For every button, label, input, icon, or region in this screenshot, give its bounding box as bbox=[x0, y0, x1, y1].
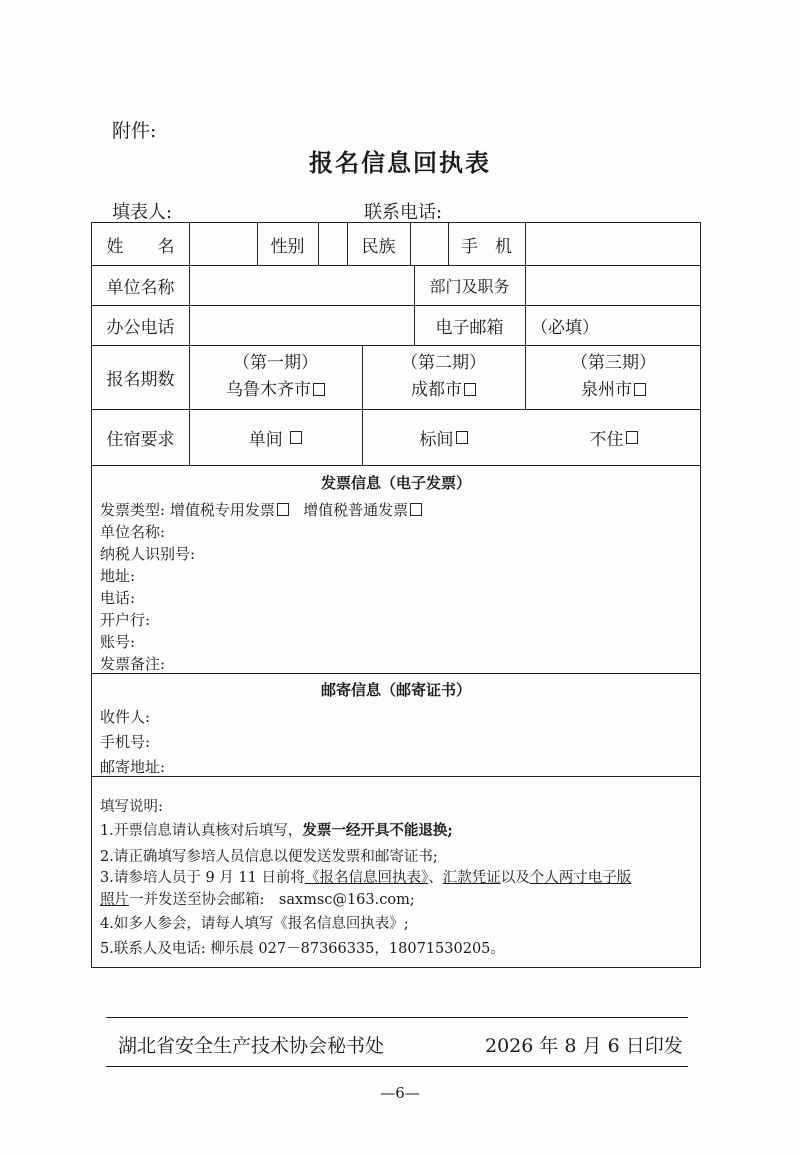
note-3-part-c: 、 bbox=[428, 870, 443, 886]
note-1 bbox=[100, 819, 453, 840]
invoice-type-normal: 增值税普通发票 bbox=[303, 501, 409, 519]
session-label: 报名期数 bbox=[106, 369, 175, 390]
session-option-1[interactable] bbox=[189, 345, 362, 409]
contact-phone-label: 联系电话: bbox=[364, 202, 443, 223]
mail-recipient-label[interactable]: 收件人: bbox=[100, 708, 151, 726]
email-label: 电子邮箱 bbox=[435, 317, 504, 338]
issue-date: 2026 年 8 月 6 日印发 bbox=[485, 1035, 683, 1057]
lodging-double-option[interactable] bbox=[362, 409, 525, 465]
note-3 bbox=[100, 866, 631, 887]
lodging-label: 住宿要求 bbox=[106, 429, 175, 450]
invoice-normal-checkbox[interactable] bbox=[410, 503, 422, 516]
lodging-single-option[interactable] bbox=[189, 409, 362, 465]
document-title: 报名信息回执表 bbox=[309, 149, 491, 177]
invoice-phone-label[interactable]: 电话: bbox=[100, 589, 136, 607]
note-3-form-name: 《报名信息回执表》 bbox=[304, 870, 429, 886]
lodging-single-label: 单间 bbox=[248, 429, 283, 450]
invoice-section-title: 发票信息（电子发票） bbox=[320, 474, 471, 492]
note-3-part-e: 以及 bbox=[500, 870, 530, 886]
session-1-city: 乌鲁木齐市 bbox=[226, 380, 311, 400]
session-option-2[interactable] bbox=[362, 345, 525, 409]
session-3-checkbox[interactable] bbox=[634, 383, 646, 396]
invoice-account-label[interactable]: 账号: bbox=[100, 633, 136, 651]
session-3-city: 泉州市 bbox=[581, 380, 632, 400]
note-3-photo: 个人两寸电子版 bbox=[529, 870, 632, 886]
invoice-type-row bbox=[100, 499, 422, 520]
session-2-checkbox[interactable] bbox=[464, 383, 476, 396]
note-3-cont bbox=[100, 888, 415, 909]
note-1-text: 1.开票信息请认真核对后填写， bbox=[100, 823, 303, 839]
page-number: —6— bbox=[380, 1084, 420, 1102]
invoice-unit-name-label[interactable]: 单位名称: bbox=[100, 523, 166, 541]
dept-title-label: 部门及职务 bbox=[429, 276, 510, 296]
attachment-label: 附件: bbox=[112, 120, 157, 142]
lodging-none-option[interactable] bbox=[525, 409, 702, 465]
session-3-phase: （第三期） bbox=[571, 353, 656, 373]
lodging-none-label: 不住 bbox=[589, 429, 624, 450]
gender-label: 性别 bbox=[270, 236, 305, 257]
office-phone-label: 办公电话 bbox=[106, 317, 175, 338]
lodging-double-checkbox[interactable] bbox=[456, 431, 468, 444]
invoice-remark-label[interactable]: 发票备注: bbox=[100, 655, 166, 673]
session-1-phase: （第一期） bbox=[233, 353, 318, 373]
invoice-type-special: 增值税专用发票 bbox=[169, 501, 275, 519]
notes-title: 填写说明: bbox=[100, 799, 163, 815]
note-3-part-a: 3.请参培人员于 9 月 11 日前将 bbox=[100, 870, 305, 886]
session-2-phase: （第二期） bbox=[401, 353, 486, 373]
email-field[interactable] bbox=[525, 305, 702, 345]
note-1-emphasis: 发票一经开具不能退换; bbox=[302, 822, 453, 839]
note-5: 5.联系人及电话: 柳乐晨 027－87366335，18071530205。 bbox=[100, 941, 505, 957]
mobile-label: 手 机 bbox=[461, 236, 512, 257]
name-label: 姓 名 bbox=[106, 236, 175, 257]
invoice-special-checkbox[interactable] bbox=[277, 503, 289, 516]
unit-name-field[interactable] bbox=[189, 265, 414, 305]
invoice-bank-label[interactable]: 开户行: bbox=[100, 611, 151, 629]
footer-top-rule bbox=[106, 1017, 688, 1018]
footer-bottom-rule bbox=[106, 1066, 688, 1067]
mail-mobile-label[interactable]: 手机号: bbox=[100, 733, 151, 751]
note-3-email: 一并发送至协会邮箱: saxmsc@163.com; bbox=[129, 892, 415, 908]
mobile-field[interactable] bbox=[525, 223, 702, 265]
lodging-double-label: 标间 bbox=[419, 429, 454, 450]
lodging-none-checkbox[interactable] bbox=[626, 431, 638, 444]
lodging-single-checkbox[interactable] bbox=[290, 431, 302, 444]
invoice-address-label[interactable]: 地址: bbox=[100, 567, 136, 585]
invoice-type-label: 发票类型: bbox=[100, 501, 166, 519]
filler-label: 填表人: bbox=[112, 202, 173, 223]
name-field[interactable] bbox=[189, 223, 257, 265]
session-2-city: 成都市 bbox=[411, 380, 462, 400]
mail-address-label[interactable]: 邮寄地址: bbox=[100, 758, 166, 776]
unit-name-label: 单位名称 bbox=[106, 277, 175, 298]
mail-section-title: 邮寄信息（邮寄证书） bbox=[320, 681, 471, 699]
note-3-photo-cont: 照片 bbox=[100, 892, 129, 908]
session-1-checkbox[interactable] bbox=[313, 383, 325, 396]
ethnicity-field[interactable] bbox=[410, 223, 448, 265]
issuer: 湖北省安全生产技术协会秘书处 bbox=[118, 1035, 385, 1057]
ethnicity-label: 民族 bbox=[361, 236, 396, 257]
note-2: 2.请正确填写参培人员信息以便发送发票和邮寄证书; bbox=[100, 849, 438, 865]
invoice-tax-id-label[interactable]: 纳税人识别号: bbox=[100, 545, 196, 563]
registration-form-table bbox=[91, 222, 701, 968]
session-option-3[interactable] bbox=[525, 345, 702, 409]
email-required-note: （必填） bbox=[531, 317, 599, 338]
gender-field[interactable] bbox=[318, 223, 347, 265]
office-phone-field[interactable] bbox=[189, 305, 414, 345]
note-4: 4.如多人参会，请每人填写《报名信息回执表》; bbox=[100, 916, 409, 932]
note-3-remittance: 汇款凭证 bbox=[442, 870, 501, 886]
dept-title-field[interactable] bbox=[525, 265, 702, 305]
